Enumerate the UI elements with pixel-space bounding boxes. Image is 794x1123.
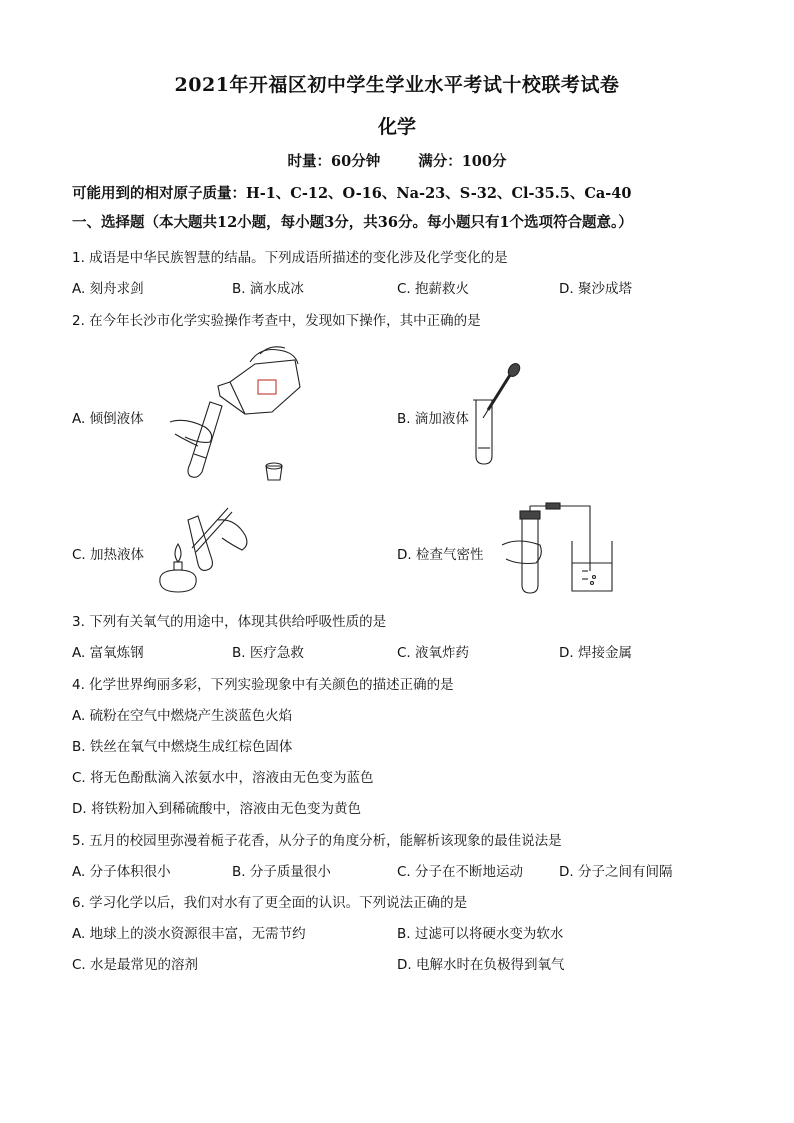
option-b: B. 过滤可以将硬水变为软水: [397, 926, 564, 942]
atomic-masses: 可能用到的相对原子质量：H-1、C-12、O-16、Na-23、S-32、Cl-35.5、Ca-40: [72, 185, 632, 202]
option-b: B. 分子质量很小: [232, 864, 331, 880]
option-d: D. 分子之间有间隔: [559, 864, 673, 880]
option-c: C. 分子在不断地运动: [397, 864, 524, 880]
option-a: A. 倾倒液体: [72, 411, 144, 427]
option-d: D. 焊接金属: [559, 645, 632, 661]
question-stem: 4. 化学世界绚丽多彩，下列实验现象中有关颜色的描述正确的是: [72, 677, 454, 693]
option-c: C. 水是最常见的溶剂: [72, 957, 199, 973]
option-b: B. 医疗急救: [232, 645, 304, 661]
option-b: B. 铁丝在氧气中燃烧生成红棕色固体: [72, 739, 293, 755]
subject-title: 化学: [377, 116, 416, 138]
option-d: D. 检查气密性: [397, 547, 484, 563]
option-c: C. 将无色酚酞滴入浓氨水中，溶液由无色变为蓝色: [72, 770, 374, 786]
option-a: A. 硫粉在空气中燃烧产生淡蓝色火焰: [72, 708, 293, 724]
section-heading: 一、选择题（本大题共12小题，每小题3分，共36分。每小题只有1个选项符合题意。）: [72, 214, 633, 231]
question-stem: 1. 成语是中华民族智慧的结晶。下列成语所描述的变化涉及化学变化的是: [72, 250, 508, 266]
option-c: C. 液氧炸药: [397, 645, 470, 661]
option-a: A. 富氧炼钢: [72, 645, 144, 661]
heating-liquid-figure: [150, 500, 255, 595]
option-a: A. 地球上的淡水资源很丰富，无需节约: [72, 926, 306, 942]
option-b: B. 滴加液体: [397, 411, 469, 427]
question-stem: 5. 五月的校园里弥漫着栀子花香，从分子的角度分析，能解析该现象的最佳说法是: [72, 833, 562, 849]
question-stem: 3. 下列有关氧气的用途中，体现其供给呼吸性质的是: [72, 614, 387, 630]
option-a: A. 分子体积很小: [72, 864, 171, 880]
option-c: C. 加热液体: [72, 547, 145, 563]
option-d: D. 将铁粉加入到稀硫酸中，溶液由无色变为黄色: [72, 801, 361, 817]
exam-info: [0, 150, 794, 171]
question-stem: 6. 学习化学以后，我们对水有了更全面的认识。下列说法正确的是: [72, 895, 468, 911]
question-stem: 2. 在今年长沙市化学实验操作考查中，发现如下操作，其中正确的是: [72, 313, 481, 329]
time-limit: 时量：60分钟: [287, 153, 381, 170]
full-score: 满分：100分: [418, 153, 507, 170]
option-d: D. 聚沙成塔: [559, 281, 632, 297]
option-c: C. 抱薪救火: [397, 281, 470, 297]
airtightness-figure: [490, 505, 625, 595]
option-a: A. 刻舟求剑: [72, 281, 144, 297]
exam-title: 2021年开福区初中学生学业水平考试十校联考试卷: [174, 74, 620, 96]
dropping-liquid-figure: [470, 360, 530, 470]
option-b: B. 滴水成冰: [232, 281, 304, 297]
option-d: D. 电解水时在负极得到氧气: [397, 957, 565, 973]
pouring-liquid-figure: [160, 342, 320, 487]
